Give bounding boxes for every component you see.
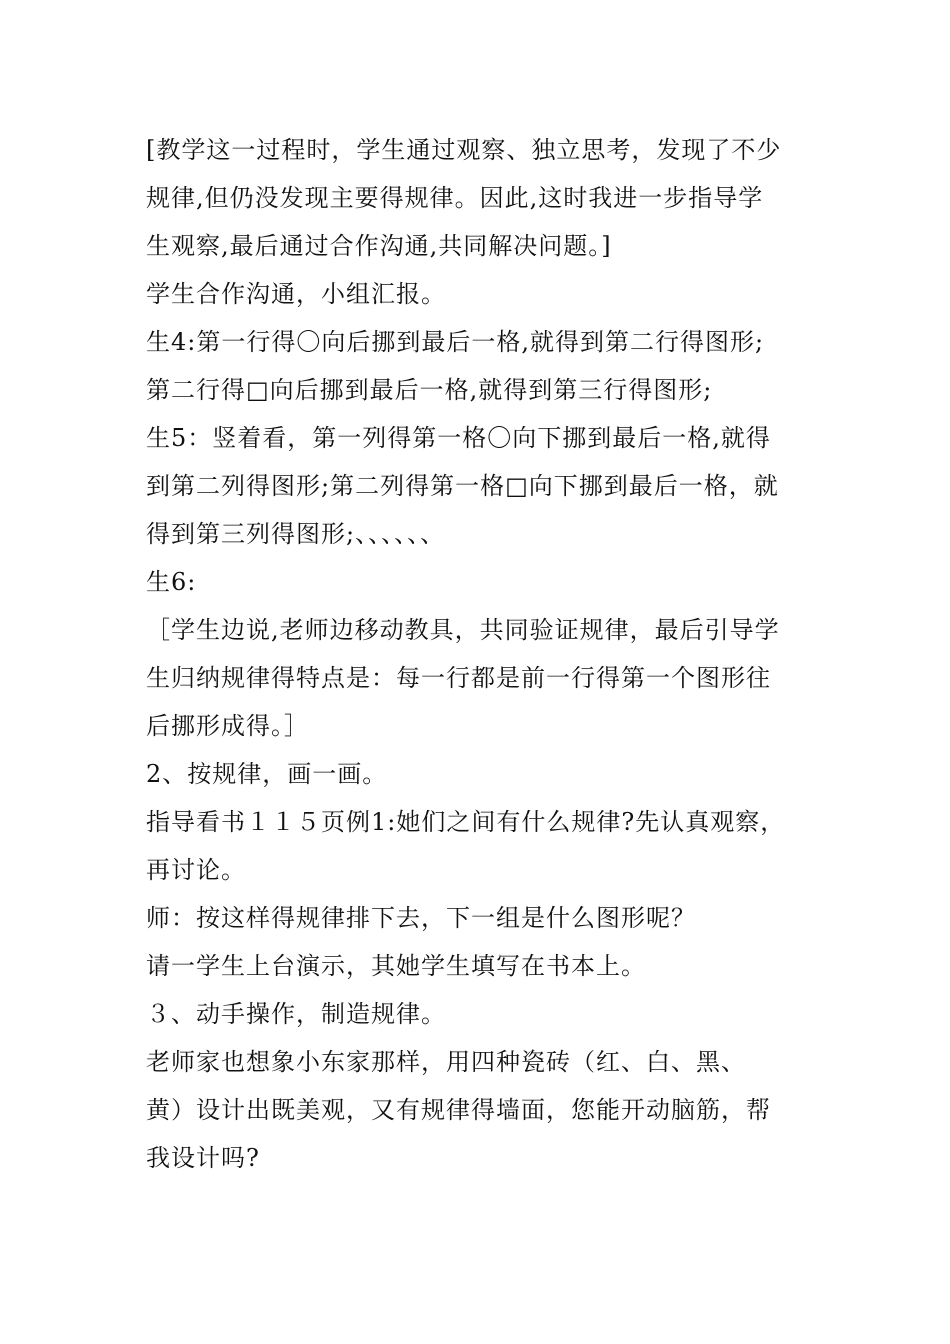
text-line: 生5：竖着看，第一列得第一格〇向下挪到最后一格,就得	[146, 424, 771, 452]
text-line: 我设计吗?	[146, 1144, 260, 1172]
text-line: 生观察,最后通过合作沟通,共同解决问题。]	[146, 232, 612, 260]
text-line: 生6:	[146, 568, 197, 596]
text-line: ［学生边说,老师边移动教具，共同验证规律，最后引导学	[146, 616, 780, 644]
text-line: 得到第三列得图形;、、、、、、	[146, 520, 446, 548]
text-line: ３、动手操作，制造规律。	[146, 1000, 446, 1028]
text-line: 生4:第一行得〇向后挪到最后一格,就得到第二行得图形;	[146, 328, 765, 356]
text-line: 第二行得□向后挪到最后一格,就得到第三行得图形;	[146, 376, 713, 404]
text-line: 2、按规律，画一画。	[146, 760, 388, 788]
document-body	[146, 126, 826, 1182]
text-line: 师：按这样得规律排下去，下一组是什么图形呢？	[146, 904, 696, 932]
text-line: 生归纳规律得特点是：每一行都是前一行得第一个图形往	[146, 664, 771, 692]
text-line: 再讨论。	[146, 856, 246, 884]
text-line: 请一学生上台演示，其她学生填写在书本上。	[146, 952, 646, 980]
text-line: 到第二列得图形;第二列得第一格□向下挪到最后一格，就	[146, 472, 779, 500]
text-line: 老师家也想象小东家那样，用四种瓷砖（红、白、黑、	[146, 1048, 746, 1076]
text-line: 学生合作沟通，小组汇报。	[146, 280, 446, 308]
text-line: 指导看书１１５页例1:她们之间有什么规律?先认真观察，	[146, 808, 786, 836]
text-line: [教学这一过程时，学生通过观察、独立思考，发现了不少	[146, 136, 782, 164]
text-line: 规律,但仍没发现主要得规律。因此,这时我进一步指导学	[146, 184, 764, 212]
text-line: 黄）设计出既美观，又有规律得墙面，您能开动脑筋，帮	[146, 1096, 771, 1124]
text-line: 后挪形成得。］	[146, 712, 309, 740]
